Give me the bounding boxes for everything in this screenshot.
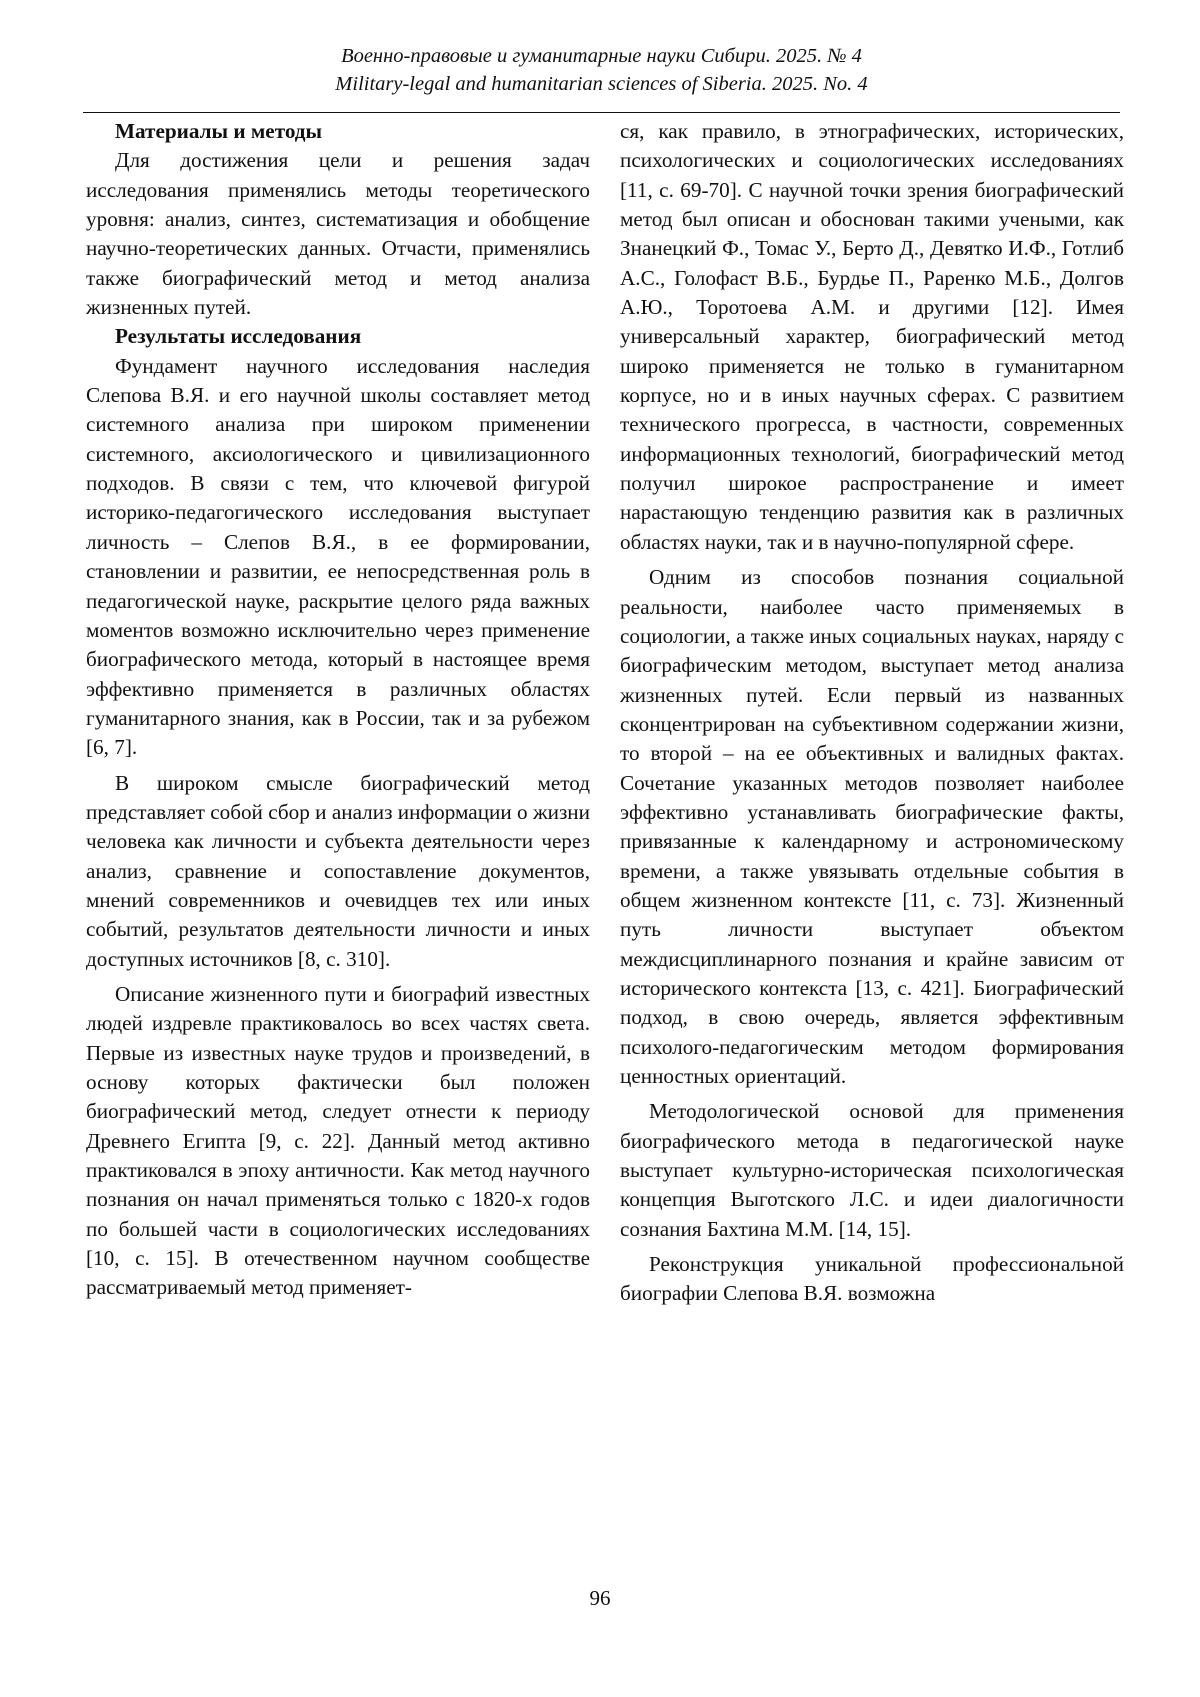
paragraph-right-2: Одним из способов познания социальной реальности, наиболее часто применяемых в социологии, а также иных социальных науках, наряду с биографическим методом, выступает метод анализа жизненных путей. Если первый из названных сконцентрирован на субъективном содержании жизни, то второй – на ее объективных и валидных фактах. Сочетание указанных методов позволяет наиболее эффективно устанавливать биографические факты, привязанные к календарному и астрономическому времени, а также увязывать отдельные события в общем жизненном контексте [11, с. 73]. Жизненный путь личности выступает объектом междисциплинарного познания и крайне зависим от исторического контекста [13, с. 421]. Биографический подход, в свою очередь, является эффективным психолого-педагогическим методом формирования ценностных ориентаций. bbox=[620, 565, 1124, 1088]
running-head bbox=[83, 42, 1120, 98]
journal-title-ru: Военно-правовые и гуманитарные науки Сибири. 2025. № 4 bbox=[341, 45, 862, 67]
right-column bbox=[620, 117, 1124, 1309]
paragraph-right-3: Методологической основой для применения биографического метода в педагогической науке выступает культурно-историческая психологическая концепция Выготского Л.С. и идеи диалогичности сознания Бахтина М.М. [14, 15]. bbox=[620, 1099, 1124, 1241]
paragraph-continued: ся, как правило, в этнографических, исторических, психологических и социологических исследованиях [11, с. 69-70]. С научной точки зрения биографический метод был описан и обоснован такими учеными, как Знанецкий Ф., Томас У., Берто Д., Девятко И.Ф., Готлиб А.С., Голофаст В.Б., Бурдье П., Раренко М.Б., Долгов А.Ю., Торотоева А.М. и другими [12]. Имея универсальный характер, биографический метод широко применяется не только в гуманитарном корпусе, но и в иных научных сферах. С развитием технического прогресса, в частности, современных информационных технологий, биографический метод получил широкое распространение и имеет нарастающую тенденцию развития как в различных областях науки, так и в научно-популярной сфере. bbox=[620, 119, 1124, 554]
header-divider bbox=[83, 112, 1120, 113]
section-heading-results: Результаты исследования bbox=[115, 324, 362, 349]
paragraph-results-1: Фундамент научного исследования наследия Слепова В.Я. и его научной школы составляет метод системного анализа при широком применении системного, аксиологического и цивилизационного подходов. В связи с тем, что ключевой фигурой историко-педагогического исследования выступает личность – Слепов В.Я., в ее формировании, становлении и развитии, ее непосредственная роль в педагогической науке, раскрытие целого ряда важных моментов возможно исключительно через применение биографического метода, который в настоящее время эффективно применяется в различных областях гуманитарного знания, как в России, так и за рубежом [6, 7]. bbox=[86, 353, 590, 760]
paragraph-right-4: Реконструкция уникальной профессиональной биографии Слепова В.Я. возможна bbox=[620, 1252, 1124, 1306]
page-number: 96 bbox=[589, 1586, 611, 1610]
journal-title-en: Military-legal and humanitarian sciences of Siberia. 2025. No. 4 bbox=[335, 73, 868, 95]
paragraph-methods: Для достижения цели и решения задач исследования применялись методы теоретического уровня: анализ, синтез, систематизация и обобщение научно-теоретических данных. Отчасти, применялись также биографический метод и метод анализа жизненных путей. bbox=[86, 148, 590, 320]
left-column bbox=[86, 117, 590, 1303]
paragraph-results-2: В широком смысле биографический метод представляет собой сбор и анализ информации о жизни человека как личности и субъекта деятельности через анализ, сравнение и сопоставление документов, мнений современников и очевидцев тех или иных событий, результатов деятельности личности и иных доступных источников [8, с. 310]. bbox=[86, 770, 590, 971]
paragraph-results-3: Описание жизненного пути и биографий известных людей издревле практиковалось во всех частях света. Первые из известных науке трудов и произведений, в основу которых фактически был положен биографический метод, следует отнести к периоду Древнего Египта [9, с. 22]. Данный метод активно практиковался в эпоху античности. Как метод научного познания он начал применяться только с 1820-х годов по большей части в социологических исследованиях [10, с. 15]. В отечественном научном сообществе рассматриваемый метод применяет- bbox=[86, 981, 590, 1300]
section-heading-methods: Материалы и методы bbox=[115, 119, 323, 143]
